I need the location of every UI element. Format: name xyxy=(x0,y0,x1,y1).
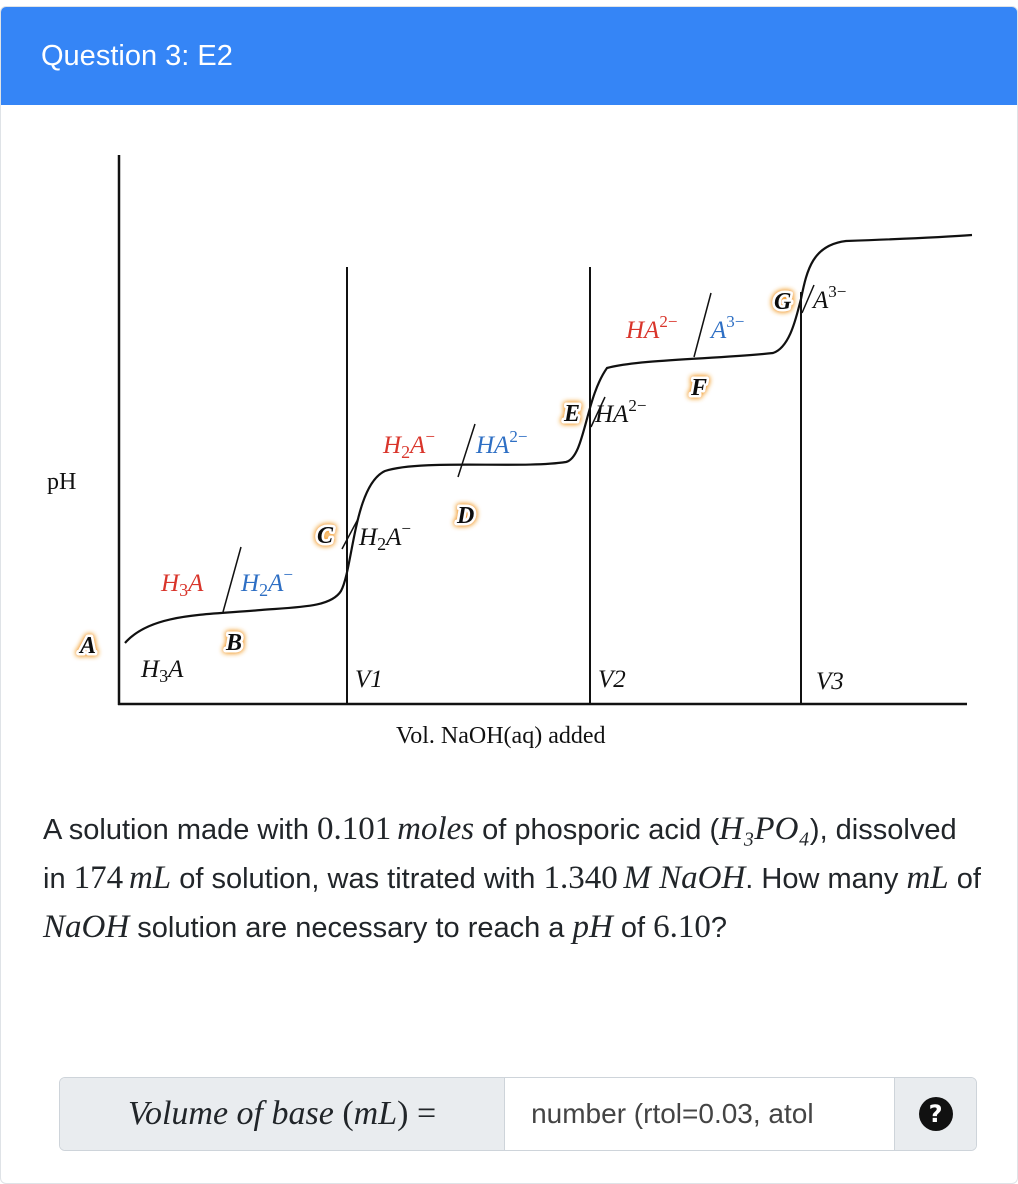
v3-label: V3 xyxy=(816,668,844,695)
v2-label: V2 xyxy=(598,666,626,693)
svg-text:H2A−: $H_2A^-$ xyxy=(241,565,293,600)
svg-text:H2A−: $H_2A^-$ xyxy=(383,427,435,462)
point-label-b: B xyxy=(226,630,243,656)
y-axis-label: pH xyxy=(47,469,77,495)
svg-text:A3−: $A^{3-}$ xyxy=(711,312,745,344)
species-h2a-ha-blue xyxy=(475,427,527,459)
species-ha-e xyxy=(594,396,646,428)
svg-text:HA2−: $HA^{2-}$ xyxy=(476,427,528,459)
point-label-c: C xyxy=(317,523,334,549)
answer-input-group xyxy=(59,1077,977,1151)
point-label-a: A xyxy=(80,633,97,659)
svg-text:H3A: $H_3A$ xyxy=(141,656,184,686)
question-card xyxy=(0,6,1018,1184)
slash-b xyxy=(223,547,241,612)
svg-text:A3−: $A^{3-}$ xyxy=(813,282,847,314)
svg-text:H2A−: $H_2A^-$ xyxy=(359,519,411,554)
slash-f xyxy=(694,293,711,357)
point-label-g: G xyxy=(774,289,792,315)
question-text: A solution made with 0.101 moles of phosporic acid (H₃PO₄), dissolved in 174 mL of solution, was titrated with 1.340 M NaOH. How many mL of NaOH solution are necessary to reach a pH of 6.10? xyxy=(43,811,981,945)
svg-text:H3A: $H_3A$ xyxy=(161,570,204,600)
x-axis-label: Vol. NaOH(aq) added xyxy=(396,723,606,749)
species-h3a-h2a-red xyxy=(160,570,204,600)
titration-curve-figure xyxy=(1,107,1017,757)
card-header xyxy=(1,7,1017,105)
formula-h3po4: H₃PO₄ xyxy=(719,811,810,847)
species-ha-a-blue xyxy=(709,312,744,344)
question-title: Question 3: E2 xyxy=(41,39,233,72)
species-h2a-c xyxy=(358,519,411,554)
answer-label: Volume of base ( mL ) = xyxy=(60,1078,505,1150)
species-a-g xyxy=(811,282,846,314)
question-mark-icon: ? xyxy=(919,1097,953,1131)
point-label-e: E xyxy=(564,401,581,427)
point-label-d: D xyxy=(457,503,475,529)
help-button[interactable] xyxy=(894,1078,976,1150)
point-label-f: F xyxy=(691,375,708,401)
v1-label: V1 xyxy=(355,666,383,693)
volume-answer-input[interactable] xyxy=(505,1078,894,1150)
species-ha-a-red xyxy=(625,312,677,344)
svg-text:HA2−: $HA^{2-}$ xyxy=(626,312,678,344)
slash-d xyxy=(458,424,475,477)
svg-text:HA2−: $HA^{2-}$ xyxy=(595,396,647,428)
species-h3a-bottom xyxy=(140,656,184,686)
species-h3a-h2a-blue xyxy=(240,565,293,600)
species-h2a-ha-red xyxy=(382,427,435,462)
